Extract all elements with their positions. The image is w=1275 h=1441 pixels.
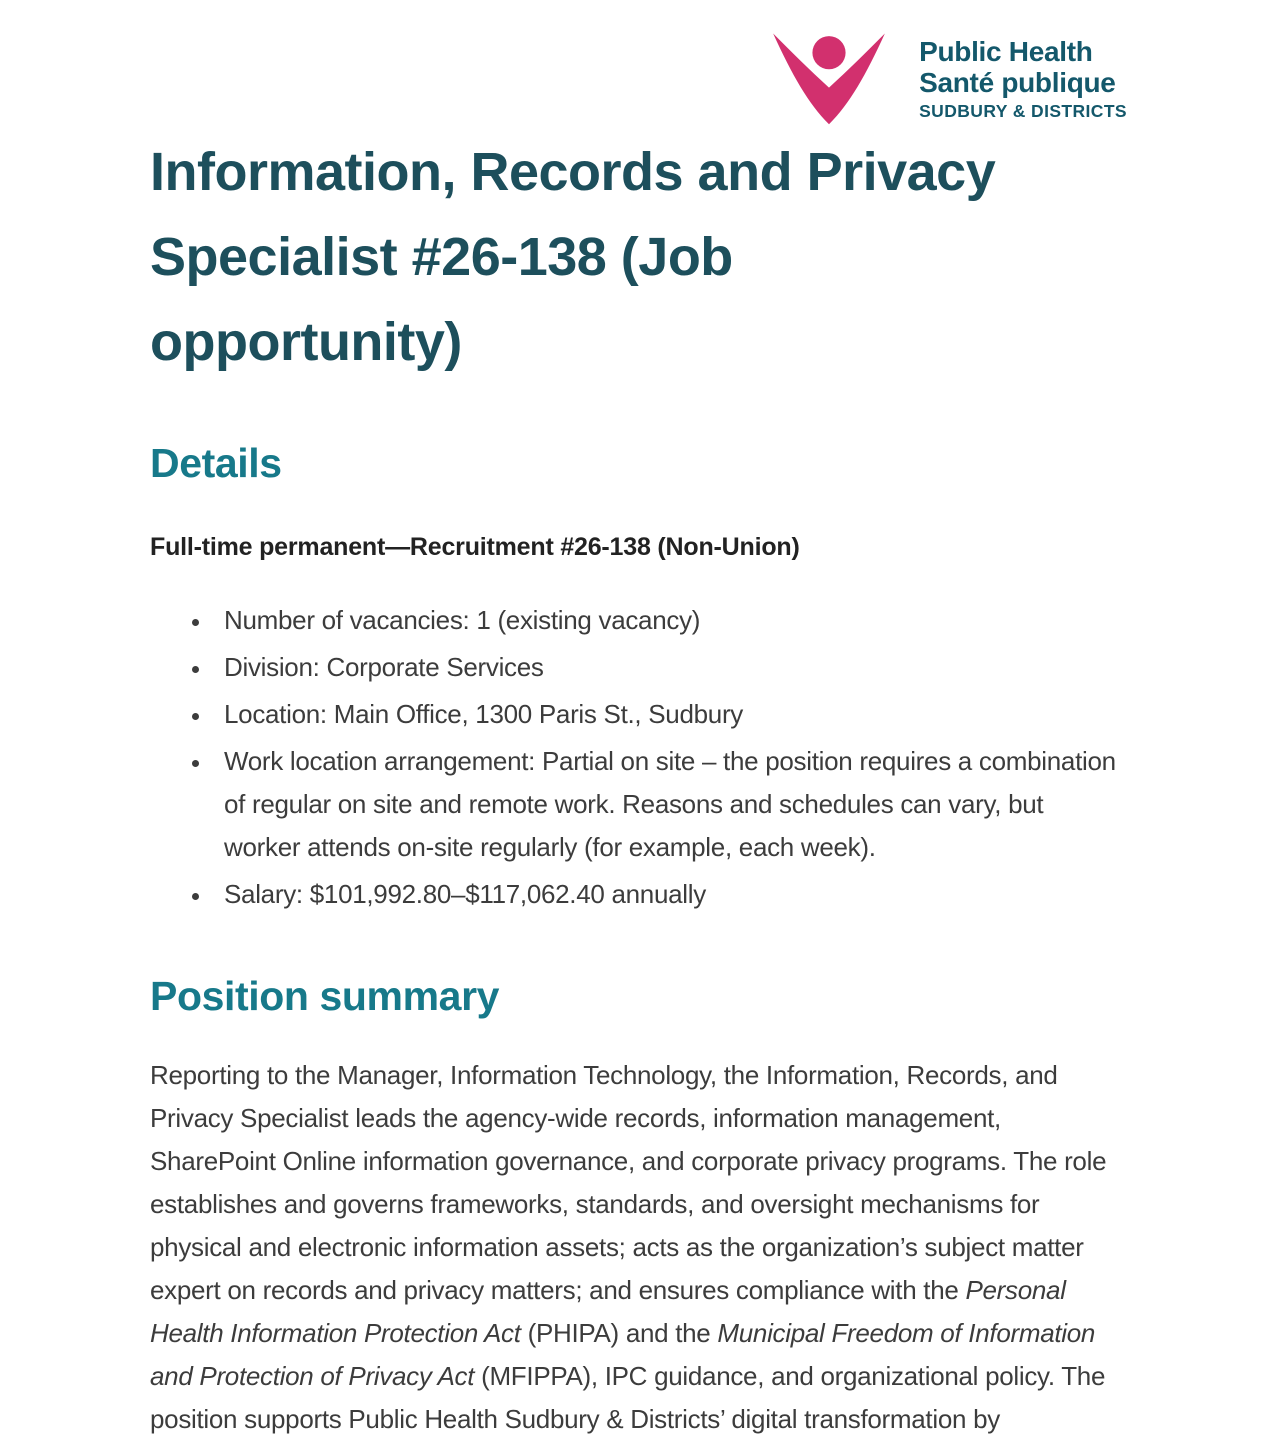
logo-english-name: Public Health: [919, 35, 1093, 67]
details-heading: Details: [150, 440, 282, 486]
org-logo: [763, 30, 1127, 126]
logo-french-name: Santé publique: [919, 66, 1116, 98]
page-title: Information, Records and Privacy Specialist #26-138 (Job opportunity): [150, 142, 996, 372]
details-list: [150, 599, 1125, 916]
list-item: • Number of vacancies: 1 (existing vacancy): [212, 599, 1125, 642]
list-item: • Location: Main Office, 1300 Paris St., Sudbury: [212, 693, 1125, 736]
list-item: • Salary: $101,992.80–$117,062.40 annually: [212, 873, 1125, 916]
list-item: • Work location arrangement: Partial on site – the position requires a combination of regular on site and remote work. Reasons and schedules can vary, but worker attends on-site regularly (for example, each week).: [212, 740, 1125, 869]
list-item: • Division: Corporate Services: [212, 646, 1125, 689]
position-summary-heading: Position summary: [150, 973, 500, 1019]
person-checkmark-icon: [763, 30, 895, 126]
recruitment-subheading: Full-time permanent—Recruitment #26-138 (Non-Union): [150, 533, 800, 561]
logo-wordmark: [919, 36, 1127, 121]
position-summary-paragraph: Reporting to the Manager, Information Technology, the Information, Records, and Privacy Specialist leads the agency-wide records, information management, SharePoint Online information governance, and corporate privacy programs. The role establishes and governs frameworks, standards, and oversight mechanisms for physical and electronic information assets; acts as the organization’s subject matter expert on records and privacy matters; and ensures compliance with the Personal Health Information Protection Act (PHIPA) and the Municipal Freedom of Information and Protection of Privacy Act (MFIPPA), IPC guidance, and organizational policy. The position supports Public Health Sudbury & Districts’ digital transformation by: [150, 1060, 1107, 1434]
logo-region-label: SUDBURY & DISTRICTS: [919, 100, 1127, 121]
